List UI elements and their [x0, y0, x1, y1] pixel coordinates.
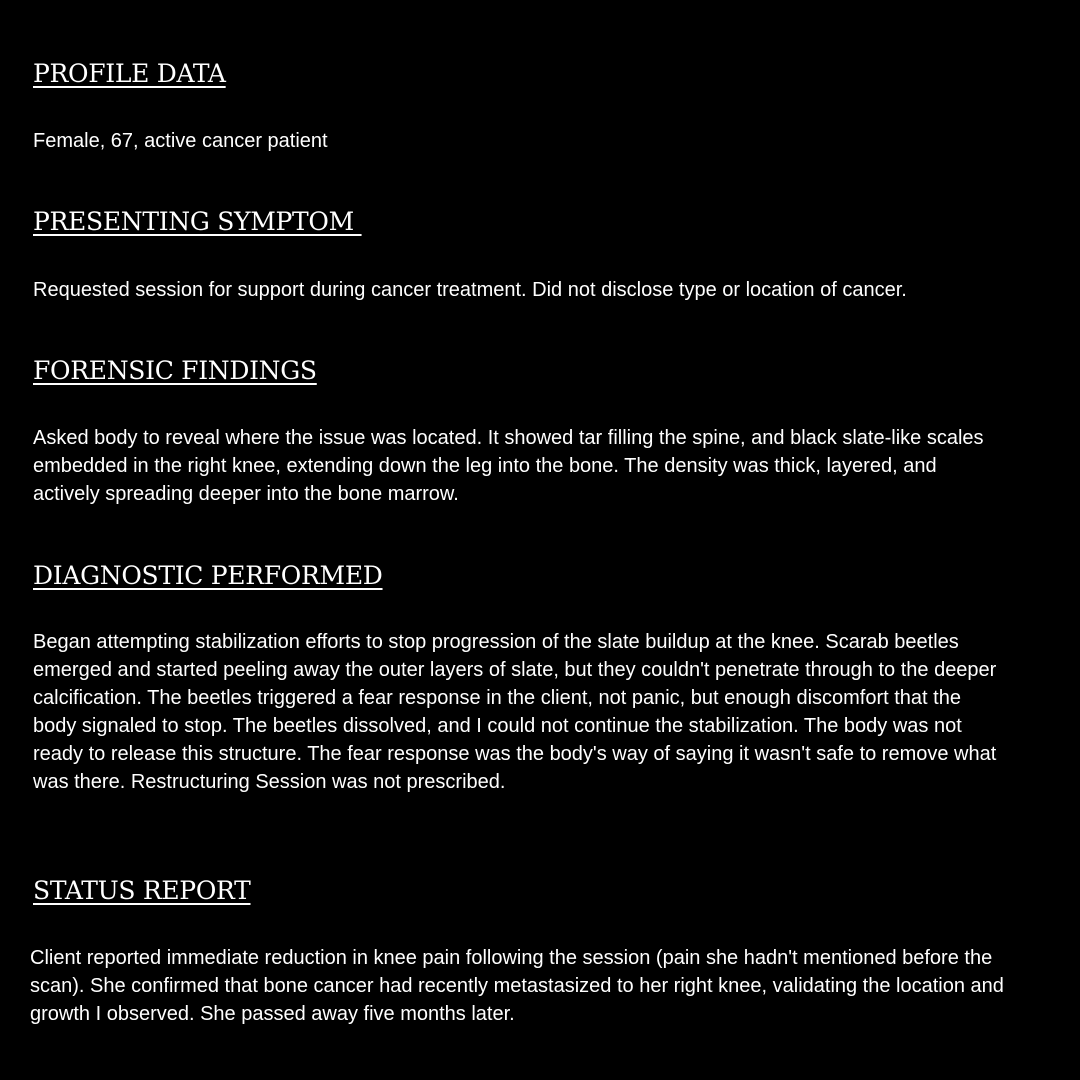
- status-report-text: Client reported immediate reduction in knee pain following the session (pain she hadn't mentioned before the scan). She confirmed that bone cancer had recently metastasized to her right knee, validating the location and growth I observed. She passed away five months later.: [30, 947, 1004, 1025]
- diagnostic-performed-text: Began attempting stabilization efforts to stop progression of the slate buildup at the knee. Scarab beetles emerged and started peeling away the outer layers of slate, but they couldn't penetrate through to the deeper calcification. The beetles triggered a fear response in the client, not panic, but enough discomfort that the body signaled to stop. The beetles dissolved, and I could not continue the stabilization. The body was not ready to release this structure. The fear response was the body's way of saying it wasn't safe to remove what was there. Restructuring Session was not prescribed.: [33, 631, 997, 793]
- profile-data-heading: PROFILE DATA: [33, 59, 226, 88]
- presenting-symptom-heading: PRESENTING SYMPTOM: [33, 207, 362, 236]
- status-report-heading: STATUS REPORT: [33, 876, 251, 905]
- forensic-findings-heading: FORENSIC FINDINGS: [33, 356, 317, 385]
- profile-data-text: Female, 67, active cancer patient: [33, 130, 328, 152]
- presenting-symptom-text: Requested session for support during cancer treatment. Did not disclose type or location of cancer.: [33, 279, 907, 301]
- diagnostic-performed-heading: DIAGNOSTIC PERFORMED: [33, 561, 383, 590]
- forensic-findings-text: Asked body to reveal where the issue was located. It showed tar filling the spine, and black slate-like scales embedded in the right knee, extending down the leg into the bone. The density was thick, layered, and actively spreading deeper into the bone marrow.: [33, 427, 984, 505]
